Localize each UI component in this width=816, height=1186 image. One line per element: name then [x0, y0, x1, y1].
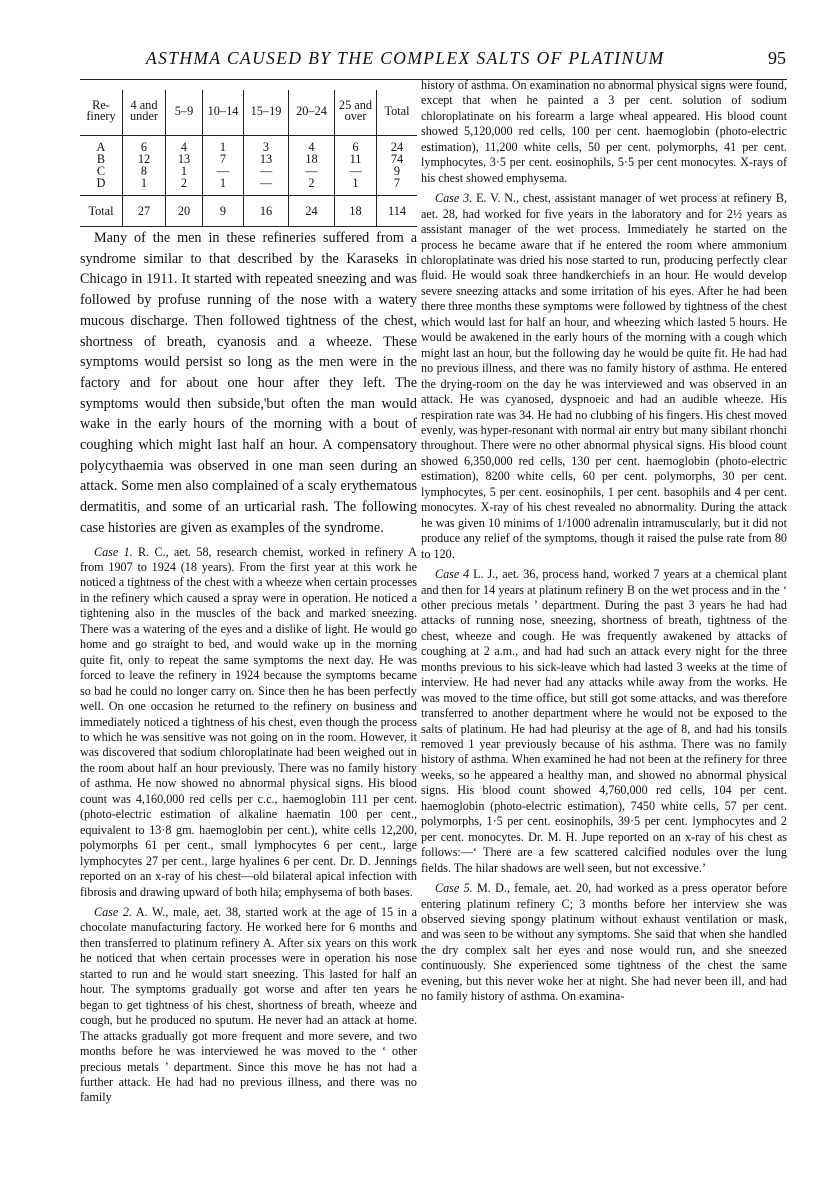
right-column [421, 78, 787, 1005]
table-cell: Total [80, 196, 123, 227]
refinery-table [80, 90, 417, 227]
running-title: ASTHMA CAUSED BY THE COMPLEX SALTS OF PLATINUM [146, 48, 665, 68]
case-text: M. D., female, aet. 20, had worked as a press operator before entering platinum refinery C; 3 months before her interview she was observed sieving spongy platinum without exhaust ventilation or mask, and was seen to be without any symptoms. She said that when she handled the dry complex salt her eyes and nose would run, and she sneezed continuously. She experienced some tightness of the chest the same evening, but this never woke her at night. She had never been ill, and had no family history of asthma. On examina- [421, 881, 787, 1004]
table-row [80, 136, 417, 154]
table-cell: — [244, 177, 289, 196]
table-cell: 9 [377, 165, 418, 177]
table-cell: — [335, 165, 377, 177]
table-cell: 16 [244, 196, 289, 227]
table-cell: 6 [123, 136, 166, 154]
table-cell: 11 [335, 153, 377, 165]
column-header: 5–9 [166, 90, 203, 136]
case-label: Case 4 [435, 567, 470, 582]
case-text: L. J., aet. 36, process hand, worked 7 years at a chemical plant and then for 14 years at platinum refinery B on the wet process and in the ‘ other precious metals ’ department. During the past 3 years he had had attacks of running nose, sneezing, shortness of breath, tightness of the chest, wheeze and cough. He was frequently awakened by attacks of coughing at 2 a.m., and had had such an attack every night for the three months previous to his sick-leave which had lasted 3 weeks at the time of interview. He had never had any attacks while away from the works. He was moved to the time office, but still got some attacks, and was therefore transferred to another department where he would not be exposed to the salts of platinum. He had had pleurisy at the age of 8, and had his tonsils removed 1 year previously because of his asthma. There was no family history of asthma. When examined he had not been at the refinery for three weeks, so he appeared a healthy man, and showed no abnormal physical signs. His blood count showed 4,760,000 red cells, 104 per cent. haemoglobin (photo-electric estimation), 7450 white cells, 57 per cent. polymorphs, 1·5 per cent. eosinophils, 39·5 per cent. lymphocytes and 2 per cent. monocytes. Dr. M. H. Jupe reported on an x-ray of his chest as follows:—‘ There are a few scattered calcified nodules over the lung fields. The hilar shadows are well seen, but not excessive.’ [421, 567, 787, 875]
case-text: A. W., male, aet. 38, started work at the age of 15 in a chocolate manufacturing factory. He worked here for 6 months and then transferred to platinum refinery A. After six years on this work he noticed that when certain processes were in operation his nose started to run and he would start sneezing. This lasted for half an hour. The symptoms gradually got worse and after ten years he began to get tightness of his chest, shortness of breath, wheeze and cough, but he produced no sputum. He never had an attack at home. The attacks gradually got more frequent and more severe, and two months before he was interviewed he was moved to the ‘ other precious metals ’ department. Since this move he has not had a further attack. He had had no previous illness, and there was no family [80, 904, 417, 1105]
table-cell: 7 [377, 177, 418, 196]
table-cell: A [96, 139, 106, 154]
table-cell: 18 [289, 153, 335, 165]
table-cell: 4 [166, 136, 203, 154]
table-cell: 1 [335, 177, 377, 196]
table-cell: 7 [203, 153, 244, 165]
table-header-row [80, 90, 417, 136]
table-row [80, 165, 417, 177]
table-cell: 13 [166, 153, 203, 165]
table-cell: 27 [123, 196, 166, 227]
case-1-paragraph [80, 545, 417, 900]
table-cell: D [96, 175, 106, 190]
column-header: Re-finery [80, 90, 123, 136]
case-3-paragraph [421, 191, 787, 562]
intro-paragraph: Many of the men in these refineries suffered from a syndrome similar to that described by the Karaseks in Chicago in 1911. It started with repeated sneezing and was followed by profuse running of the nose with a watery mucous discharge. Then followed tightness of the chest, shortness of breath, cyanosis and a wheeze. These symptoms would persist so long as the men were in the factory and for about one hour after they left. The symptoms would then subside,'but often the man would wake in the early hours of the morning with a bout of coughing which might last half an hour. A compensatory polycythaemia was observed in one man seen during an attack. Some men also complained of a scaly erythematous dermatitis, and some of an urticarial rash. The following case histories are given as examples of the syndrome. [80, 230, 417, 536]
table-total-row [80, 196, 417, 227]
table-cell: 1 [203, 136, 244, 154]
table-cell: — [289, 165, 335, 177]
case-text: E. V. N., chest, assistant manager of wet process at refinery B, aet. 28, had worked for five years in the laboratory and for 2½ years as assistant manager of the wet process. Immediately he started on the process he became aware that if he entered the room where ammonium chloroplatinate was dried his nose started to run, producing perfectly clear fluid. He would soak three handkerchiefs in an hour. He would develop severe sneezing attacks and some irritation of his eyes. After he had been there three months these symptoms were followed by tightness of the chest which would last for half an hour, and wheezing which lasted 5 hours. He would be awakened in the early hours of the morning with a cough which might last an hour, but the following day he would be quite fit. He had had no previous illness, and there was no family history of asthma. He entered the drying-room on the day he was interviewed and was observed in an attack. He was cyanosed, dyspnoeic and had an audible wheeze. His respiration rate was 34. He had no clubbing of his fingers. His chest moved evenly, was hyper-resonant with normal air entry but many sibilant rhonchi throughout. There were no other abnormal physical signs. His blood count showed 6,350,000 red cells, 130 per cent. haemoglobin (photo-electric estimation), 8200 white cells, 60 per cent. polymorphs, 30 per cent. lymphocytes, 5 per cent. eosinophils, 1 per cent. basophils and 4 per cent. monocytes. X-ray of his chest revealed no abnormality. During the attack he was given 10 minims of 1/1000 adrenalin intramuscularly, but it did not produce any relief of the symptoms, though it raised the pulse rate from 80 to 120. [421, 191, 787, 561]
table-cell: 114 [377, 196, 418, 227]
table-cell: 12 [123, 153, 166, 165]
page-number: 95 [768, 48, 786, 68]
column-header: 10–14 [203, 90, 244, 136]
table-cell: C [96, 163, 106, 178]
table-cell: 3 [244, 136, 289, 154]
continued-paragraph: history of asthma. On examination no abnormal physical signs were found, except that when he painted a 3 per cent. solution of sodium chloroplatinate on his forearm a large wheal appeared. His blood count showed 5,120,000 red cells, 100 per cent. haemoglobin (photo-electric estimation), 11,200 white cells, 50 per cent. polymorphs, 41 per cent. lymphocytes, 3·5 per cent. eosinophils, 5·5 per cent monocytes. X-rays of his chest showed emphysema. [421, 78, 787, 185]
case-label: Case 3. [435, 191, 473, 206]
table-row [80, 177, 417, 196]
case-label: Case 5. [435, 881, 473, 896]
table-cell: 1 [166, 165, 203, 177]
table-row [80, 153, 417, 165]
table-cell: 2 [289, 177, 335, 196]
table-cell: B [96, 151, 106, 166]
table-cell: 1 [123, 177, 166, 196]
table-cell: 9 [203, 196, 244, 227]
table-cell: 18 [335, 196, 377, 227]
table-cell: 24 [289, 196, 335, 227]
table-cell: — [203, 165, 244, 177]
case-text: R. C., aet. 58, research chemist, worked in refinery A from 1907 to 1924 (18 years). From the first year at this work he noticed a tightness of the chest with a wheeze when certain processes in the refinery which caused a spray were in operation. He noticed a tightening also in the muscles of the back and marked sneezing. There was a watering of the eyes and a dislike of light. He would go home and go straight to bed, and would wake up in the morning quite fit, only to repeat the same symptoms the next day. He was forced to leave the refinery in 1924 because the symptoms became so bad he could no longer carry on. Since then he has been perfectly well. On one occasion he returned to the refinery on business and immediately noticed a tightness of his chest, even though the process to which he was sensitive was not going on in the room. However, it was discovered that sodium chloroplatinate had been weighed out in the room about half an hour previously. There was no family history of asthma. He now showed no abnormal physical signs. His blood count was 4,160,000 red cells per c.c., haemoglobin 111 per cent. (photo-electric estimation of alkaline haematin 100 per cent., equivalent to 13·8 gm. haemoglobin per cent.), white cells 12,200, polymorphs 61 per cent., small lymphocytes 6 per cent., large lymphocytes 27 per cent., large hyalines 6 per cent. Dr. D. Jennings reported on an x-ray of his chest—old bilateral apical infection with fibrosis and drawing upward of both hila; emphysema of both bases. [80, 544, 417, 899]
column-header: 25 and over [335, 90, 377, 136]
table-cell: 24 [377, 136, 418, 154]
case-label: Case 1. [94, 544, 133, 559]
table-cell: 2 [166, 177, 203, 196]
column-header: 20–24 [289, 90, 335, 136]
table-cell: 6 [335, 136, 377, 154]
table-cell: 8 [123, 165, 166, 177]
table-cell: 74 [377, 153, 418, 165]
case-2-paragraph [80, 905, 417, 1106]
column-header: 4 and under [123, 90, 166, 136]
case-label: Case 2. [94, 904, 132, 919]
case-4-paragraph [421, 567, 787, 876]
left-column [80, 228, 417, 1106]
case-5-paragraph [421, 881, 787, 1005]
table-cell: — [244, 165, 289, 177]
table-cell: 1 [203, 177, 244, 196]
table-cell: 20 [166, 196, 203, 227]
column-header: 15–19 [244, 90, 289, 136]
column-header: Total [377, 90, 418, 136]
running-header [96, 48, 786, 78]
table-cell: 13 [244, 153, 289, 165]
table-cell: 4 [289, 136, 335, 154]
